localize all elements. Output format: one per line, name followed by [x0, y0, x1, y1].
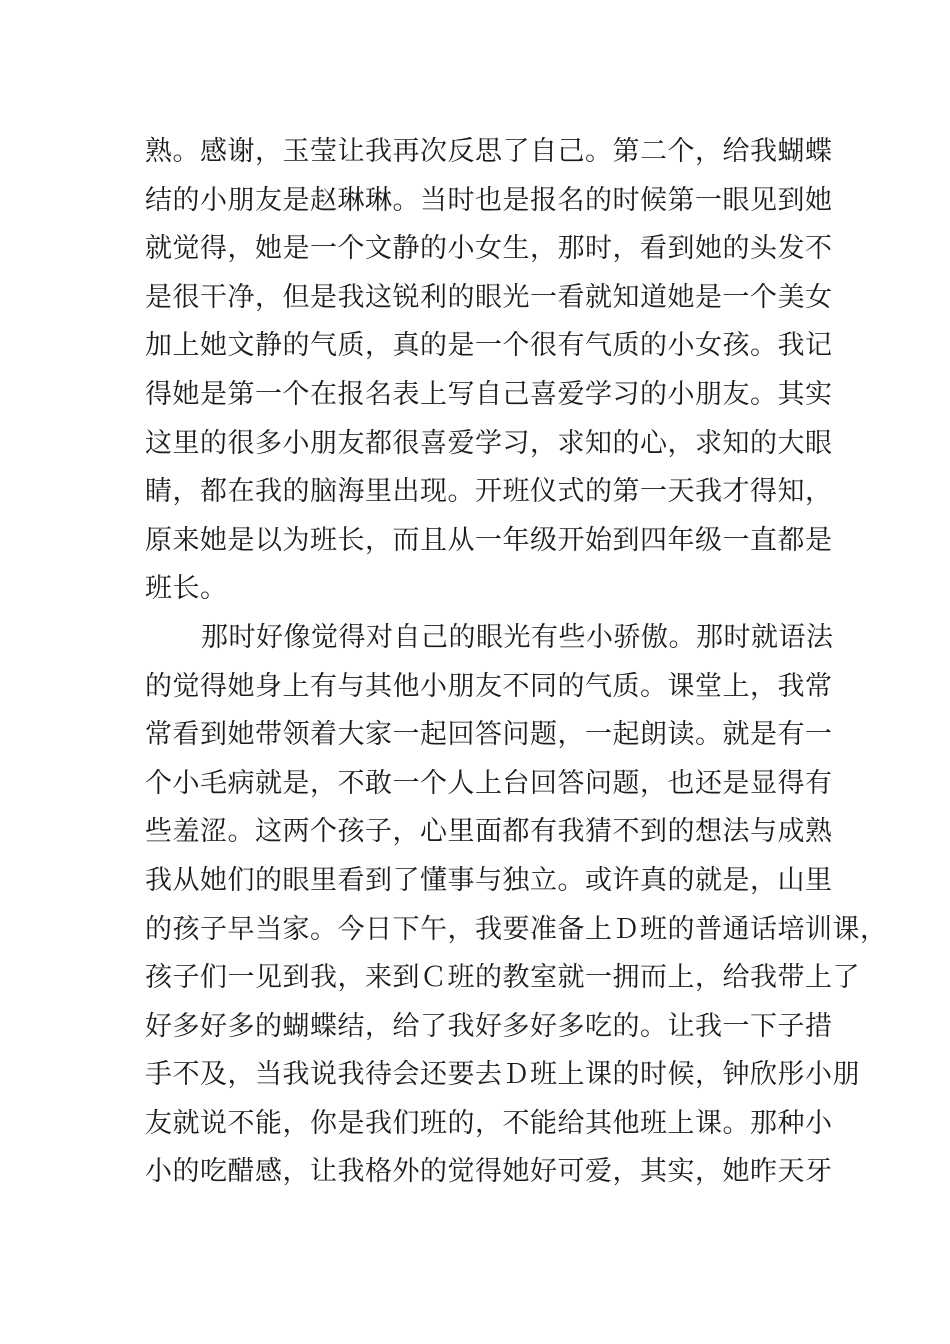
text-line: 手不及，当我说我待会还要去Ｄ班上课的时候，钟欣彤小朋	[145, 1059, 860, 1091]
text-line: 好多好多的蝴蝶结，给了我好多好多吃的。让我一下子措	[145, 1010, 833, 1042]
text-line: 得她是第一个在报名表上写自己喜爱学习的小朋友。其实	[145, 378, 833, 410]
text-line: 友就说不能，你是我们班的，不能给其他班上课。那种小	[145, 1107, 833, 1139]
text-line: 的孩子早当家。今日下午，我要准备上Ｄ班的普通话培训课，	[145, 913, 888, 945]
body-text	[145, 128, 888, 1197]
text-line: 是很干净，但是我这锐利的眼光一看就知道她是一个美女	[145, 281, 833, 313]
text-line: 我从她们的眼里看到了懂事与独立。或许真的就是，山里	[145, 864, 833, 896]
text-line: 些羞涩。这两个孩子，心里面都有我猜不到的想法与成熟	[145, 816, 833, 848]
text-line: 孩子们一见到我，来到Ｃ班的教室就一拥而上，给我带上了	[145, 962, 860, 994]
text-line: 熟。感谢，玉莹让我再次反思了自己。第二个，给我蝴蝶	[145, 136, 833, 167]
text-line: 班长。	[145, 573, 228, 605]
text-line: 就觉得，她是一个文静的小女生，那时，看到她的头发不	[145, 233, 833, 265]
paragraph-first-line: 那时好像觉得对自己的眼光有些小骄傲。那时就语法	[201, 621, 834, 653]
text-line: 睛，都在我的脑海里出现。开班仪式的第一天我才得知，	[145, 476, 833, 508]
text-line: 这里的很多小朋友都很喜爱学习，求知的心，求知的大眼	[145, 427, 833, 459]
text-line: 常看到她带领着大家一起回答问题，一起朗读。就是有一	[145, 719, 833, 751]
text-line: 个小毛病就是，不敢一个人上台回答问题，也还是显得有	[145, 767, 833, 799]
text-line: 结的小朋友是赵琳琳。当时也是报名的时候第一眼见到她	[145, 184, 833, 216]
text-line: 加上她文静的气质，真的是一个很有气质的小女孩。我记	[145, 330, 833, 362]
text-line: 原来她是以为班长，而且从一年级开始到四年级一直都是	[145, 524, 833, 556]
text-line: 的觉得她身上有与其他小朋友不同的气质。课堂上，我常	[145, 670, 833, 702]
text-line: 小的吃醋感，让我格外的觉得她好可爱，其实，她昨天牙	[145, 1156, 833, 1188]
